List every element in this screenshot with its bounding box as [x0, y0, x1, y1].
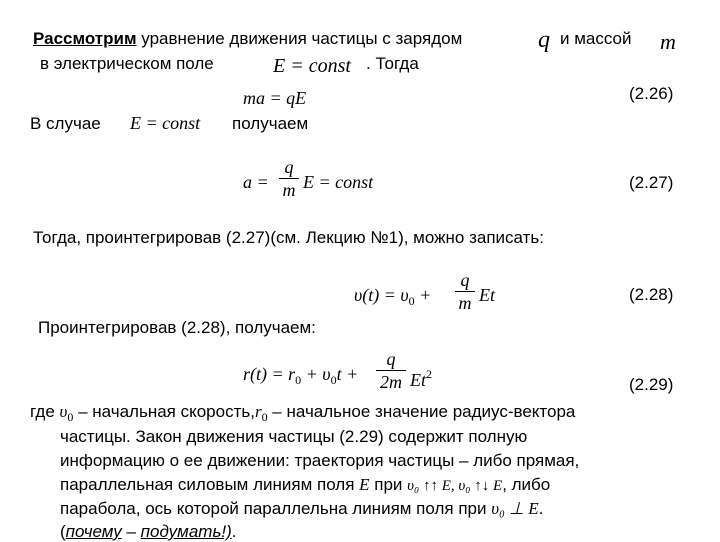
eq229-rhs-text: Et: [410, 370, 426, 390]
eq228-num: q: [460, 270, 470, 290]
eq226-lhs: ma: [243, 88, 265, 108]
v0-letter: υ: [59, 402, 68, 421]
where-line-3: информацию о ее движении: траектория частицы – либо прямая,: [60, 451, 580, 470]
eq228-bar: [455, 291, 475, 292]
where-line-5: [60, 499, 543, 519]
eq227-num: q: [284, 157, 294, 177]
r0-symbol: [254, 402, 268, 424]
eq229-sub0: 0: [295, 373, 302, 387]
eq227-lhs: a =: [243, 172, 269, 192]
eq229-mid: + υ: [301, 364, 331, 384]
where-gde: где: [30, 402, 55, 421]
eq228-fraction: [455, 270, 475, 313]
field-const-formula: [273, 56, 351, 76]
line6-think: подумать!): [140, 522, 232, 541]
eq226-rhs: qE: [286, 88, 307, 108]
eq227-rhs: E = const: [303, 172, 374, 192]
eq-label-2-26: (2.26): [629, 84, 674, 103]
line4-condition: υ₀ ↑↑ E, υ₀ ↑↓ E: [407, 478, 503, 494]
eq229-rhs: [410, 364, 432, 390]
line4-E: E: [359, 475, 370, 494]
where-line-4: [60, 475, 550, 496]
integrate-line: Тогда, проинтегрировав (2.27)(см. Лекцию №1), можно записать:: [33, 228, 544, 247]
line6-dash: –: [121, 522, 141, 541]
eq-label-2-27: (2.27): [629, 173, 674, 192]
eq229-sub0b: 0: [330, 373, 337, 387]
eq227-bar: [279, 178, 299, 179]
r0-sub: 0: [261, 410, 268, 424]
intro-then: . Тогда: [366, 54, 419, 73]
field-const-text: E = const: [273, 55, 351, 77]
eq227-den: m: [282, 180, 296, 200]
eq229-lhs-text: r(t) = r: [243, 364, 296, 384]
v0-symbol: [59, 402, 74, 424]
eq227-fraction: [279, 157, 299, 200]
eq229-num: q: [386, 349, 396, 369]
line4-a: параллельная силовым линиям поля: [60, 475, 355, 494]
eq228-sub0: 0: [408, 294, 415, 308]
eq229-lhs: [243, 364, 358, 390]
eq229-t: t +: [336, 364, 359, 384]
eq228-lhs-text: υ(t) = υ: [354, 285, 409, 305]
equation-2-26: [243, 88, 306, 108]
r0-letter: r: [254, 402, 262, 421]
eq228-plus: +: [414, 285, 432, 305]
line5-b: .: [538, 499, 544, 518]
eq228-lhs: [354, 285, 431, 311]
eq229-den: 2m: [380, 372, 402, 392]
eq229-fraction: [376, 349, 406, 392]
case-suffix: получаем: [232, 114, 309, 133]
integrate2-line: Проинтегрировав (2.28), получаем:: [38, 318, 316, 337]
intro-rest: уравнение движения частицы с зарядом: [136, 29, 463, 48]
where-d1: – начальная скорость,: [73, 402, 255, 421]
line4-b: при: [374, 475, 403, 494]
eq226-eq: =: [265, 88, 287, 108]
line4-c: , либо: [502, 475, 551, 494]
symbol-m: m: [660, 29, 676, 54]
intro-line-2: в электрическом поле: [40, 54, 214, 73]
eq-label-2-29: (2.29): [629, 375, 674, 394]
where-line-1: [30, 402, 575, 427]
intro-lead: Рассмотрим: [33, 29, 137, 48]
where-line-6: [60, 522, 237, 542]
eq228-den: m: [458, 293, 472, 313]
where-line-2: частицы. Закон движения частицы (2.29) содержит полную: [60, 427, 528, 446]
case-prefix: В случае: [30, 114, 101, 133]
line5-a: парабола, ось которой параллельна линиям поля при: [60, 499, 487, 518]
symbol-q: q: [538, 27, 550, 53]
intro-line-1: [33, 29, 462, 49]
case-condition: E = const: [130, 113, 201, 133]
line6-why: почему: [65, 522, 122, 541]
line5-condition: υ₀ ⊥ E: [491, 499, 539, 518]
line6-b: .: [231, 522, 237, 541]
eq229-bar: [376, 370, 406, 371]
eq228-rhs: Et: [479, 285, 495, 305]
v0-sub: 0: [67, 410, 74, 424]
line6-a: (: [60, 522, 66, 541]
where-d2: – начальное значение радиус-вектора: [267, 402, 576, 421]
mass-text: и массой: [560, 29, 632, 48]
eq229-sup: 2: [426, 367, 432, 381]
eq-label-2-28: (2.28): [629, 285, 674, 304]
